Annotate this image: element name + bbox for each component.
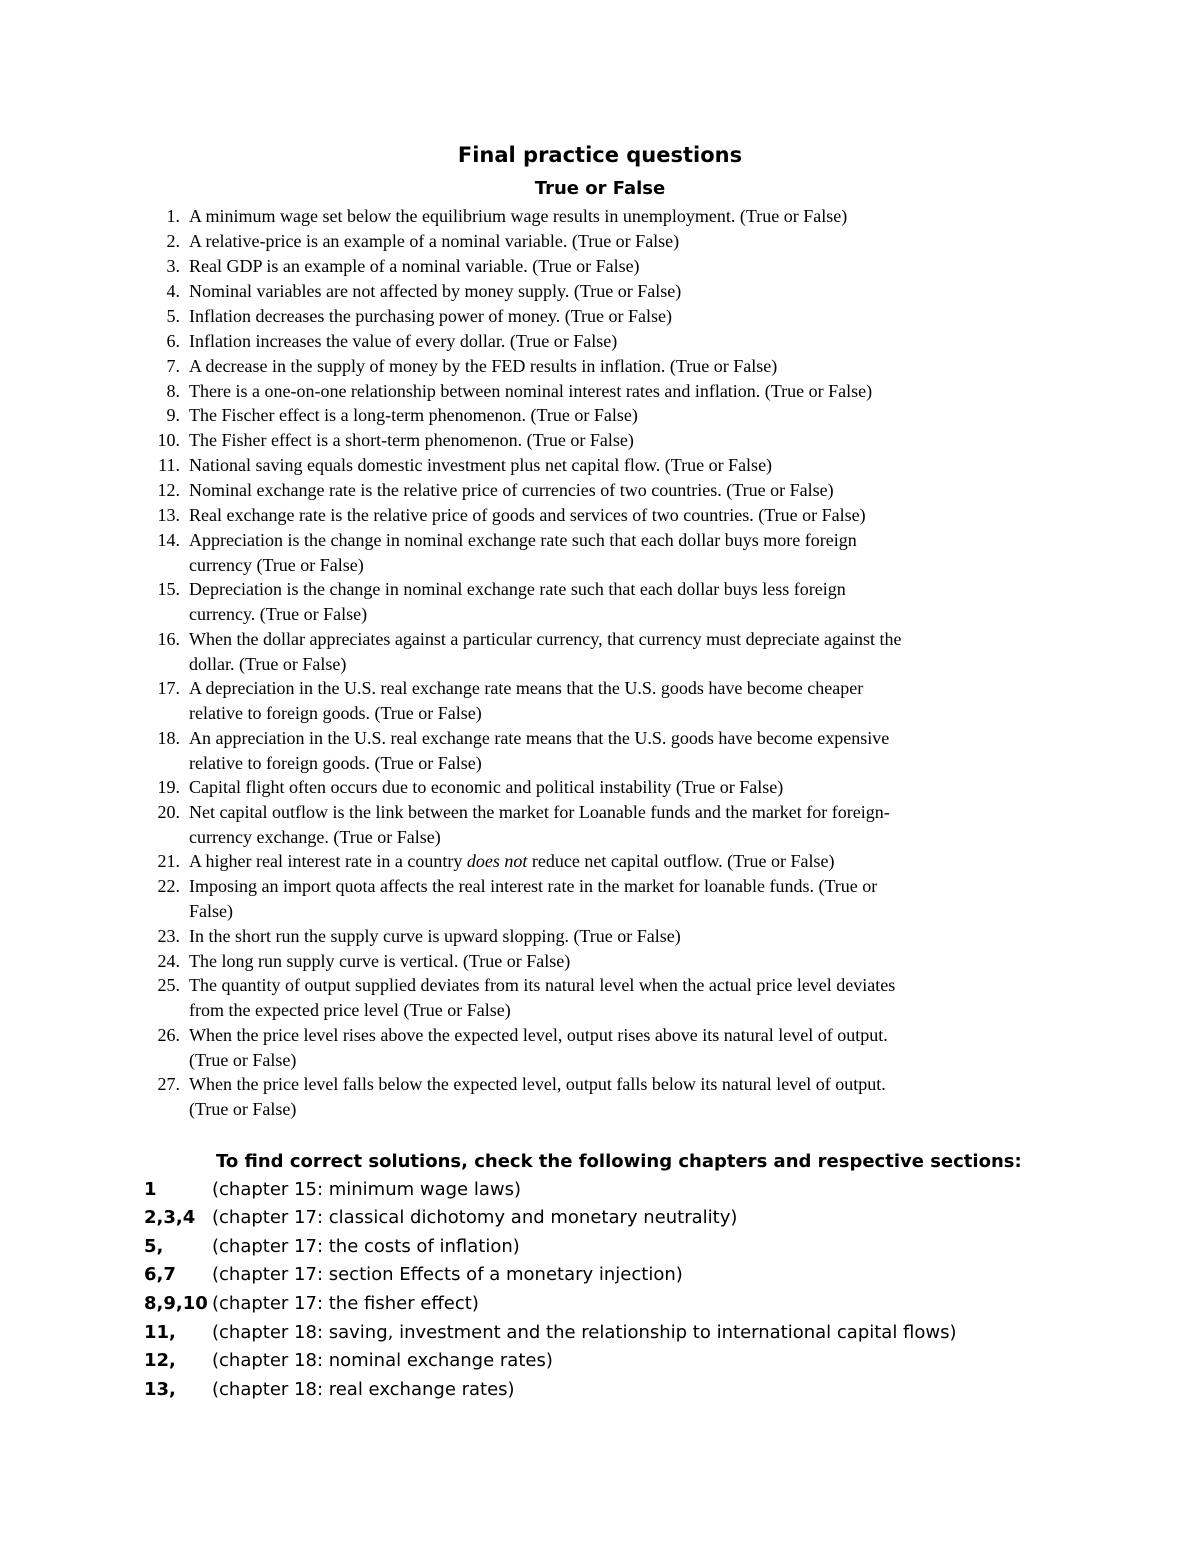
question-line: A relative-price is an example of a nominal variable. (True or False) xyxy=(189,231,680,251)
question-number: 25. xyxy=(157,975,180,995)
question-number: 21. xyxy=(157,851,180,871)
question-number: 17. xyxy=(157,678,180,698)
question-number: 1. xyxy=(166,206,180,226)
question-number: 19. xyxy=(157,777,180,797)
question-line: A decrease in the supply of money by the FED results in inflation. (True or False) xyxy=(189,356,778,376)
question-line: National saving equals domestic investment plus net capital flow. (True or False) xyxy=(189,455,773,475)
question-number: 10. xyxy=(157,430,180,450)
question-line: An appreciation in the U.S. real exchange rate means that the U.S. goods have become expensive xyxy=(189,728,890,748)
question-text xyxy=(189,800,1059,849)
solution-chapter-reference: (chapter 15: minimum wage laws) xyxy=(212,1179,521,1200)
document-title: Final practice questions xyxy=(457,143,743,167)
question-line: The long run supply curve is vertical. (True or False) xyxy=(189,951,571,971)
question-line: A minimum wage set below the equilibrium wage results in unemployment. (True or False) xyxy=(189,206,848,226)
question-line: Nominal variables are not affected by money supply. (True or False) xyxy=(189,281,682,301)
question-line: A depreciation in the U.S. real exchange rate means that the U.S. goods have become cheaper xyxy=(189,678,864,698)
question-line: Inflation increases the value of every dollar. (True or False) xyxy=(189,331,618,351)
question-line: Net capital outflow is the link between the market for Loanable funds and the market for foreign- xyxy=(189,802,890,822)
question-text xyxy=(189,1023,1059,1072)
question-text xyxy=(189,874,1059,923)
question-text xyxy=(189,503,1059,528)
question-line: currency (True or False) xyxy=(189,554,364,575)
question-number: 9. xyxy=(166,405,180,425)
question-line: dollar. (True or False) xyxy=(189,653,347,674)
question-line: Inflation decreases the purchasing power of money. (True or False) xyxy=(189,306,673,326)
question-number: 20. xyxy=(157,802,180,822)
question-number: 22. xyxy=(157,876,180,896)
solution-question-numbers: 12, xyxy=(144,1350,176,1371)
solution-question-numbers: 1 xyxy=(144,1179,157,1200)
question-text xyxy=(189,254,1059,279)
solution-chapter-reference: (chapter 17: the costs of inflation) xyxy=(212,1236,520,1257)
question-number: 8. xyxy=(166,381,180,401)
question-text xyxy=(189,478,1059,503)
question-line: Nominal exchange rate is the relative price of currencies of two countries. (True or False) xyxy=(189,480,834,500)
question-line: Real GDP is an example of a nominal variable. (True or False) xyxy=(189,256,640,276)
question-text-part: reduce net capital outflow. (True or False) xyxy=(527,851,835,871)
solution-chapter-reference: (chapter 18: nominal exchange rates) xyxy=(212,1350,553,1371)
question-line: Appreciation is the change in nominal exchange rate such that each dollar buys more foreign xyxy=(189,530,857,550)
solution-question-numbers: 11, xyxy=(144,1322,176,1343)
question-line: The quantity of output supplied deviates from its natural level when the actual price level deviates xyxy=(189,975,896,995)
question-line: Real exchange rate is the relative price of goods and services of two countries. (True or False) xyxy=(189,505,866,525)
question-number: 24. xyxy=(157,951,180,971)
question-number: 3. xyxy=(166,256,180,276)
question-text xyxy=(189,204,1059,229)
question-text xyxy=(189,403,1059,428)
question-text xyxy=(189,329,1059,354)
question-text xyxy=(189,229,1059,254)
question-line: In the short run the supply curve is upward slopping. (True or False) xyxy=(189,926,681,946)
question-line: currency. (True or False) xyxy=(189,603,368,624)
question-text xyxy=(189,726,1059,775)
solution-question-numbers: 5, xyxy=(144,1236,164,1257)
question-text xyxy=(189,279,1059,304)
solution-question-numbers: 6,7 xyxy=(144,1264,176,1285)
question-text xyxy=(189,577,1059,626)
question-line: Imposing an import quota affects the real interest rate in the market for loanable funds. (True or xyxy=(189,876,878,896)
question-line: relative to foreign goods. (True or False) xyxy=(189,752,482,773)
solution-chapter-reference: (chapter 17: classical dichotomy and monetary neutrality) xyxy=(212,1207,738,1228)
question-text xyxy=(189,428,1059,453)
question-number: 12. xyxy=(157,480,180,500)
solutions-heading: To find correct solutions, check the following chapters and respective sections: xyxy=(216,1151,1022,1172)
question-line: False) xyxy=(189,900,233,921)
question-number: 18. xyxy=(157,728,180,748)
question-number: 2. xyxy=(166,231,180,251)
question-number: 4. xyxy=(166,281,180,301)
question-text xyxy=(189,849,1059,874)
question-number: 23. xyxy=(157,926,180,946)
question-line: When the price level falls below the expected level, output falls below its natural level of output. xyxy=(189,1074,886,1094)
question-line: from the expected price level (True or False) xyxy=(189,999,511,1020)
question-text xyxy=(189,775,1059,800)
question-number: 14. xyxy=(157,530,180,550)
question-line: Depreciation is the change in nominal exchange rate such that each dollar buys less foreign xyxy=(189,579,846,599)
question-number: 27. xyxy=(157,1074,180,1094)
question-text xyxy=(189,1072,1059,1121)
solution-question-numbers: 13, xyxy=(144,1379,176,1400)
solution-chapter-reference: (chapter 18: saving, investment and the relationship to international capital flows) xyxy=(212,1322,957,1343)
question-emphasis: does not xyxy=(466,851,528,871)
question-text xyxy=(189,528,1059,577)
solution-question-numbers: 2,3,4 xyxy=(144,1207,196,1228)
question-line: The Fisher effect is a short-term phenomenon. (True or False) xyxy=(189,430,634,450)
question-line: (True or False) xyxy=(189,1049,297,1070)
question-line: When the dollar appreciates against a particular currency, that currency must depreciate against the xyxy=(189,629,902,649)
question-line: The Fischer effect is a long-term phenomenon. (True or False) xyxy=(189,405,638,425)
question-number: 5. xyxy=(166,306,180,326)
question-number: 7. xyxy=(166,356,180,376)
solution-chapter-reference: (chapter 17: section Effects of a monetary injection) xyxy=(212,1264,683,1285)
question-number: 13. xyxy=(157,505,180,525)
question-number: 6. xyxy=(166,331,180,351)
question-text xyxy=(189,949,1059,974)
question-text xyxy=(189,453,1059,478)
question-text xyxy=(189,304,1059,329)
question-number: 16. xyxy=(157,629,180,649)
question-line: There is a one-on-one relationship between nominal interest rates and inflation. (True or False) xyxy=(189,381,873,401)
solution-question-numbers: 8,9,10 xyxy=(144,1293,208,1314)
question-line: (True or False) xyxy=(189,1098,297,1119)
question-text xyxy=(189,627,1059,676)
question-line: Capital flight often occurs due to economic and political instability (True or False) xyxy=(189,777,784,797)
question-text xyxy=(189,379,1059,404)
question-text xyxy=(189,354,1059,379)
question-line: currency exchange. (True or False) xyxy=(189,826,441,847)
question-text-part: A higher real interest rate in a country xyxy=(189,851,467,871)
question-number: 26. xyxy=(157,1025,180,1045)
question-number: 11. xyxy=(158,455,180,475)
section-heading: True or False xyxy=(534,178,666,199)
solution-chapter-reference: (chapter 17: the fisher effect) xyxy=(212,1293,479,1314)
question-number: 15. xyxy=(157,579,180,599)
solution-chapter-reference: (chapter 18: real exchange rates) xyxy=(212,1379,515,1400)
question-text xyxy=(189,676,1059,725)
question-text xyxy=(189,973,1059,1022)
question-line: When the price level rises above the expected level, output rises above its natural level of output. xyxy=(189,1025,888,1045)
question-text xyxy=(189,924,1059,949)
question-line: relative to foreign goods. (True or False) xyxy=(189,702,482,723)
